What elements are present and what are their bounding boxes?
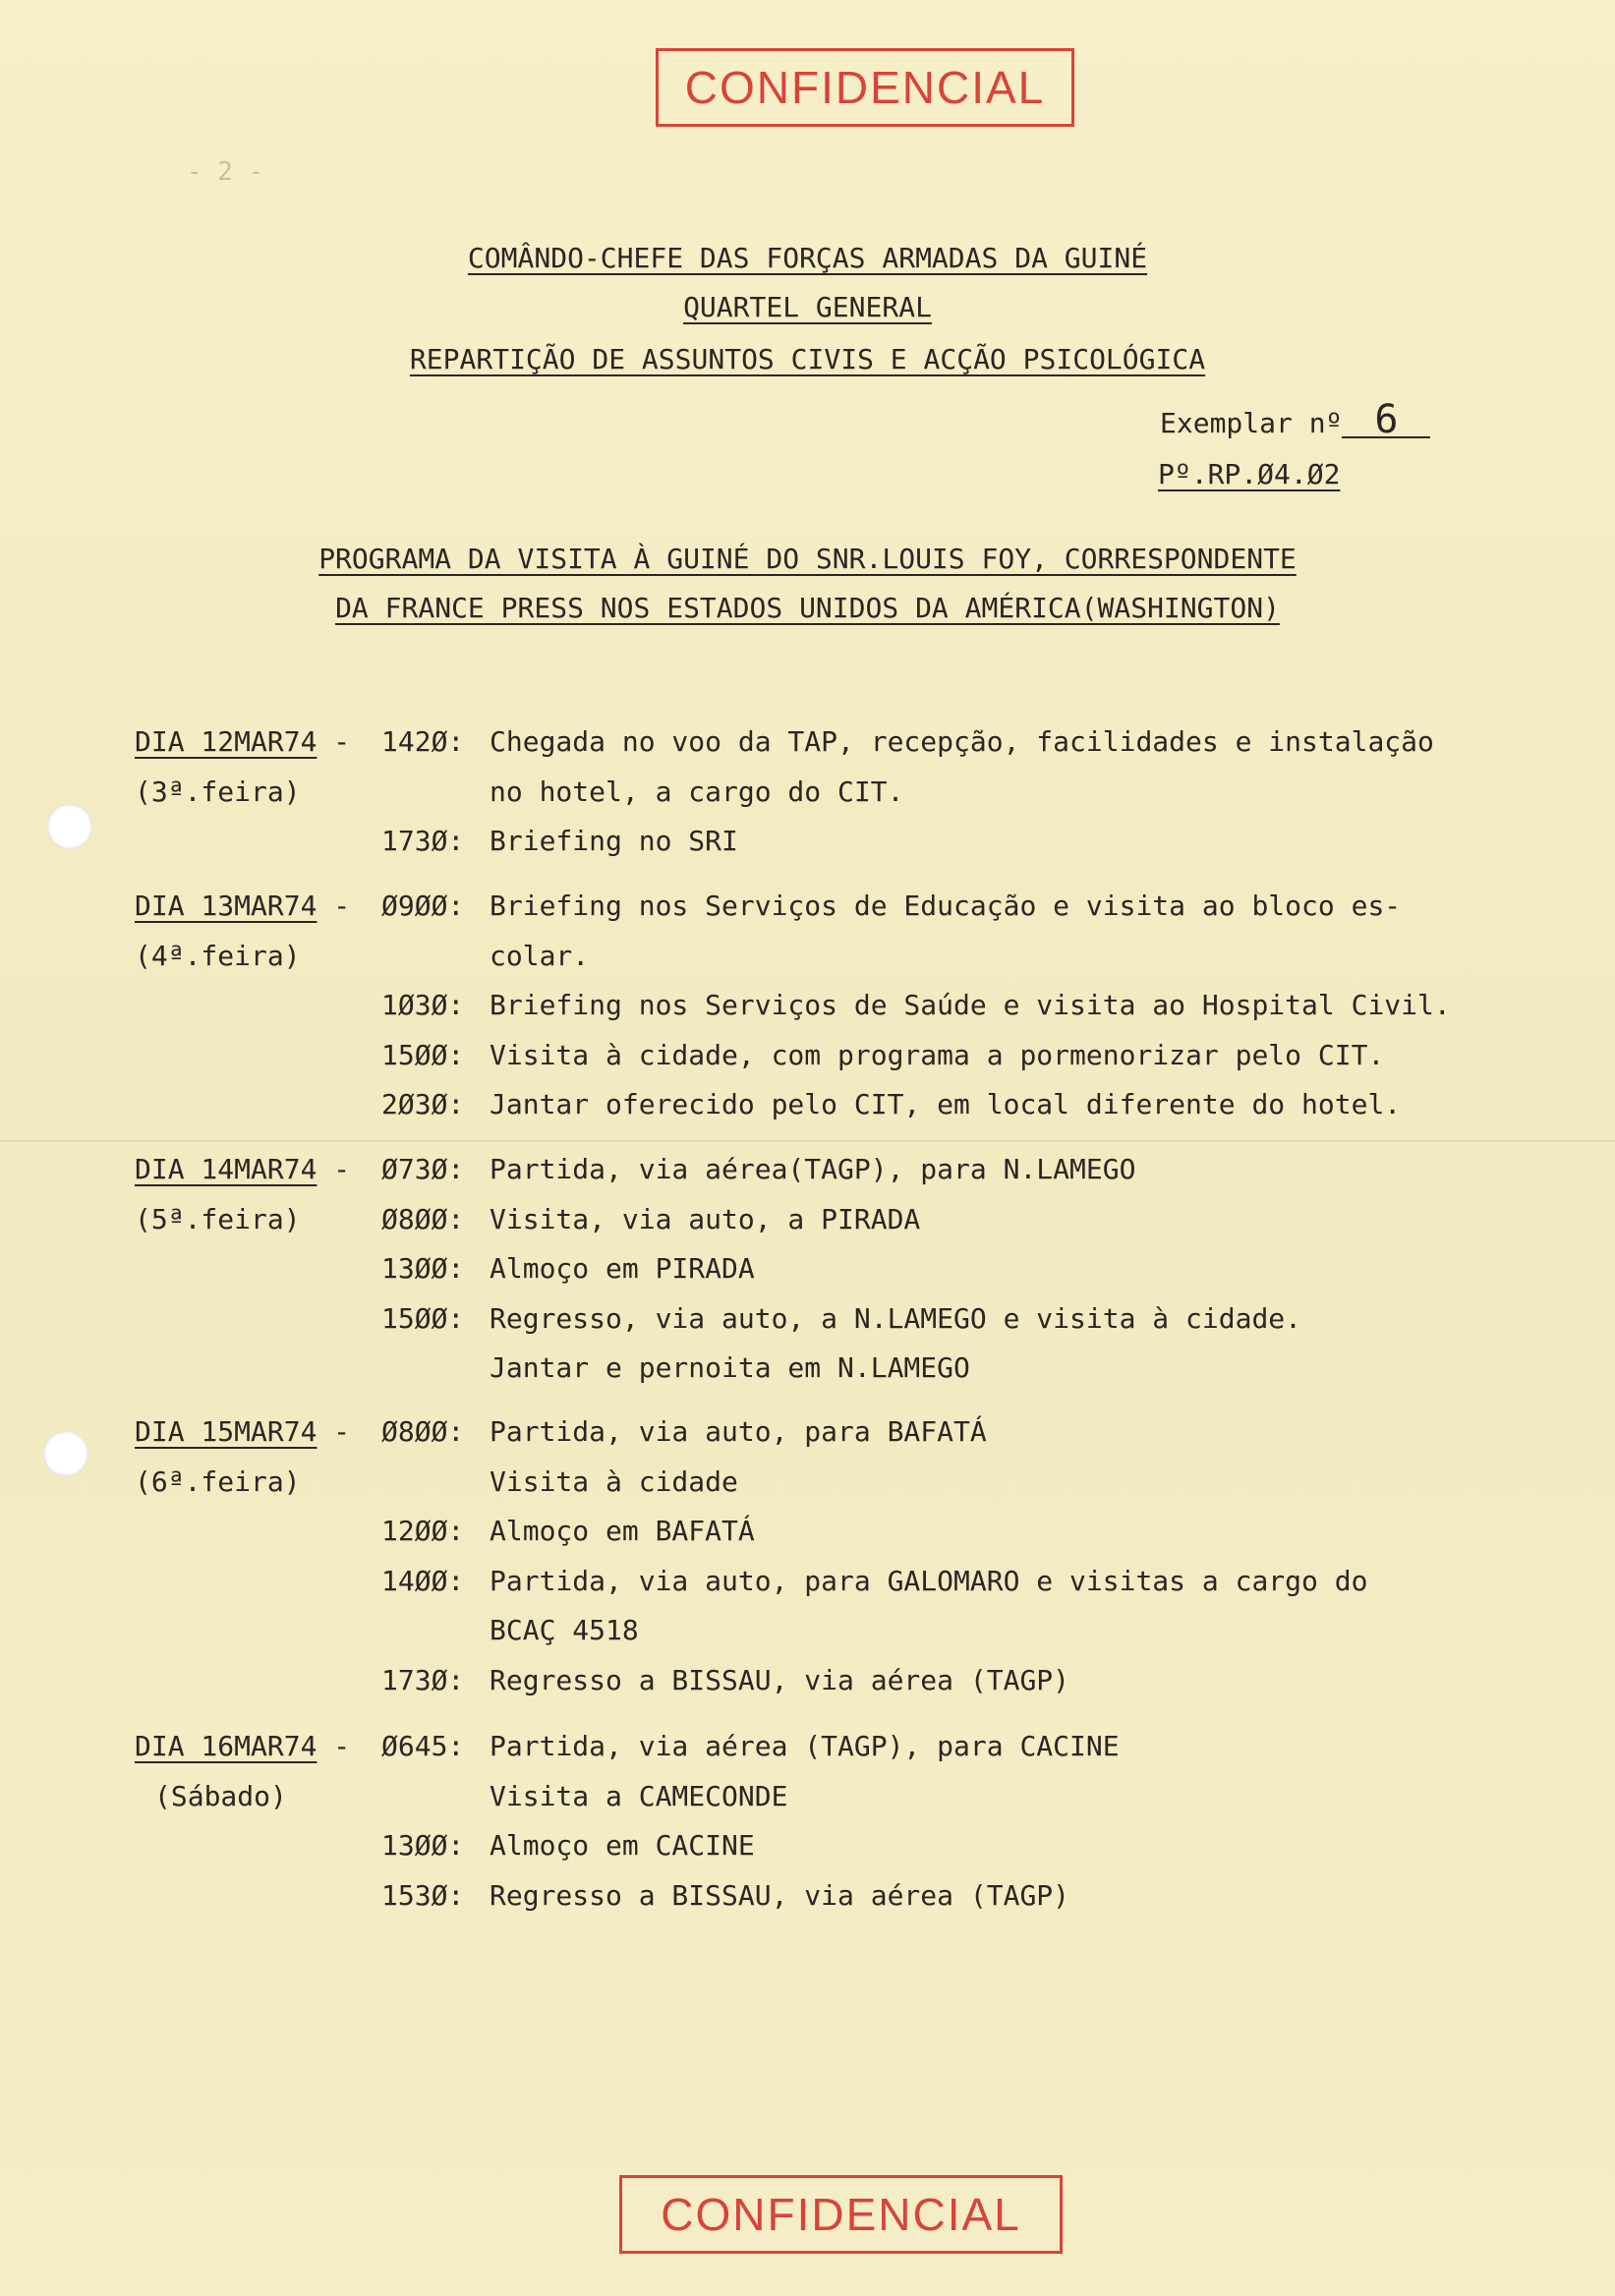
day-date-text: DIA 12MAR74	[135, 725, 317, 758]
entry-time: Ø645:	[381, 1730, 465, 1762]
day-date-text: DIA 16MAR74	[135, 1730, 317, 1762]
header-command: COMÂNDO-CHEFE DAS FORÇAS ARMADAS DA GUINÉ	[467, 242, 1148, 274]
day-date: DIA 13MAR74 -	[135, 890, 351, 922]
entry-time: 15ØØ:	[381, 1301, 465, 1335]
entry-description: Briefing nos Serviços de Educação e visita ao bloco es-	[490, 890, 1402, 922]
entry-time: 12ØØ:	[381, 1515, 465, 1547]
entry-time: Ø8ØØ:	[381, 1202, 465, 1235]
entry-time: 1Ø3Ø:	[381, 989, 465, 1021]
confidential-stamp-bottom: CONFIDENCIAL	[619, 2175, 1063, 2254]
punch-hole	[43, 1431, 88, 1476]
entry-time: 173Ø:	[381, 825, 465, 857]
entry-description: Visita à cidade	[490, 1464, 738, 1498]
entry-description: Almoço em BAFATÁ	[490, 1515, 755, 1547]
entry-description: BCAÇ 4518	[490, 1614, 639, 1646]
entry-description: Partida, via aérea(TAGP), para N.LAMEGO	[490, 1153, 1136, 1185]
exemplar-label: Exemplar nº	[1160, 407, 1343, 439]
process-number: Pº.RP.Ø4.Ø2	[1158, 458, 1341, 490]
entry-time: 173Ø:	[381, 1663, 465, 1696]
day-date: DIA 14MAR74 -	[135, 1153, 351, 1185]
entry-time: 142Ø:	[381, 725, 465, 758]
paper-fold	[0, 1140, 1615, 1142]
entry-time: Ø8ØØ:	[381, 1415, 465, 1448]
header-quarters: QUARTEL GENERAL	[683, 291, 932, 323]
day-weekday: (3ª.feira)	[135, 775, 301, 808]
day-weekday: (Sábado)	[154, 1779, 287, 1812]
entry-time: 13ØØ:	[381, 1829, 465, 1862]
day-weekday: (5ª.feira)	[135, 1202, 301, 1235]
entry-description: Visita à cidade, com programa a pormenorizar pelo CIT.	[490, 1038, 1385, 1071]
entry-time: 13ØØ:	[381, 1252, 465, 1285]
entry-description: Jantar e pernoita em N.LAMEGO	[490, 1351, 970, 1384]
programme-title-line1: PROGRAMA DA VISITA À GUINÉ DO SNR.LOUIS FOY, CORRESPONDENTE	[318, 543, 1297, 575]
entry-description: Partida, via auto, para GALOMARO e visitas a cargo do	[490, 1564, 1368, 1597]
day-date-text: DIA 13MAR74	[135, 890, 317, 922]
programme-title-line2: DA FRANCE PRESS NOS ESTADOS UNIDOS DA AMÉRICA(WASHINGTON)	[335, 592, 1280, 624]
entry-description: Partida, via auto, para BAFATÁ	[490, 1415, 987, 1448]
day-date: DIA 12MAR74 -	[135, 725, 351, 758]
entry-time: 2Ø3Ø:	[381, 1088, 465, 1120]
entry-description: Regresso a BISSAU, via aérea (TAGP)	[490, 1663, 1070, 1696]
day-weekday: (6ª.feira)	[135, 1464, 301, 1498]
entry-description: Regresso a BISSAU, via aérea (TAGP)	[490, 1878, 1070, 1912]
exemplar-field	[1160, 397, 1430, 442]
entry-time: Ø9ØØ:	[381, 890, 465, 922]
entry-description: Visita, via auto, a PIRADA	[490, 1202, 921, 1235]
entry-description: colar.	[490, 939, 590, 972]
exemplar-number: 6	[1342, 403, 1430, 438]
page-number: - 2 -	[187, 157, 264, 187]
entry-description: Chegada no voo da TAP, recepção, facilidades e instalação	[490, 725, 1434, 758]
day-weekday: (4ª.feira)	[135, 939, 301, 972]
entry-time: 153Ø:	[381, 1878, 465, 1912]
day-date-text: DIA 14MAR74	[135, 1153, 317, 1185]
day-date: DIA 16MAR74 -	[135, 1730, 351, 1762]
entry-description: Briefing no SRI	[490, 825, 738, 857]
entry-description: Almoço em CACINE	[490, 1829, 755, 1862]
entry-description: no hotel, a cargo do CIT.	[490, 775, 904, 808]
entry-description: Partida, via aérea (TAGP), para CACINE	[490, 1730, 1120, 1762]
punch-hole	[47, 804, 92, 849]
entry-time: 14ØØ:	[381, 1564, 465, 1597]
entry-time: 15ØØ:	[381, 1038, 465, 1071]
confidential-stamp-top: CONFIDENCIAL	[656, 48, 1074, 127]
entry-description: Jantar oferecido pelo CIT, em local diferente do hotel.	[490, 1088, 1402, 1120]
day-date: DIA 15MAR74 -	[135, 1415, 351, 1448]
entry-description: Regresso, via auto, a N.LAMEGO e visita à cidade.	[490, 1301, 1302, 1335]
entry-description: Almoço em PIRADA	[490, 1252, 755, 1285]
header-department: REPARTIÇÃO DE ASSUNTOS CIVIS E ACÇÃO PSICOLÓGICA	[409, 343, 1206, 375]
entry-description: Briefing nos Serviços de Saúde e visita ao Hospital Civil.	[490, 989, 1451, 1021]
entry-time: Ø73Ø:	[381, 1153, 465, 1185]
day-date-text: DIA 15MAR74	[135, 1415, 317, 1448]
entry-description: Visita a CAMECONDE	[490, 1779, 788, 1812]
